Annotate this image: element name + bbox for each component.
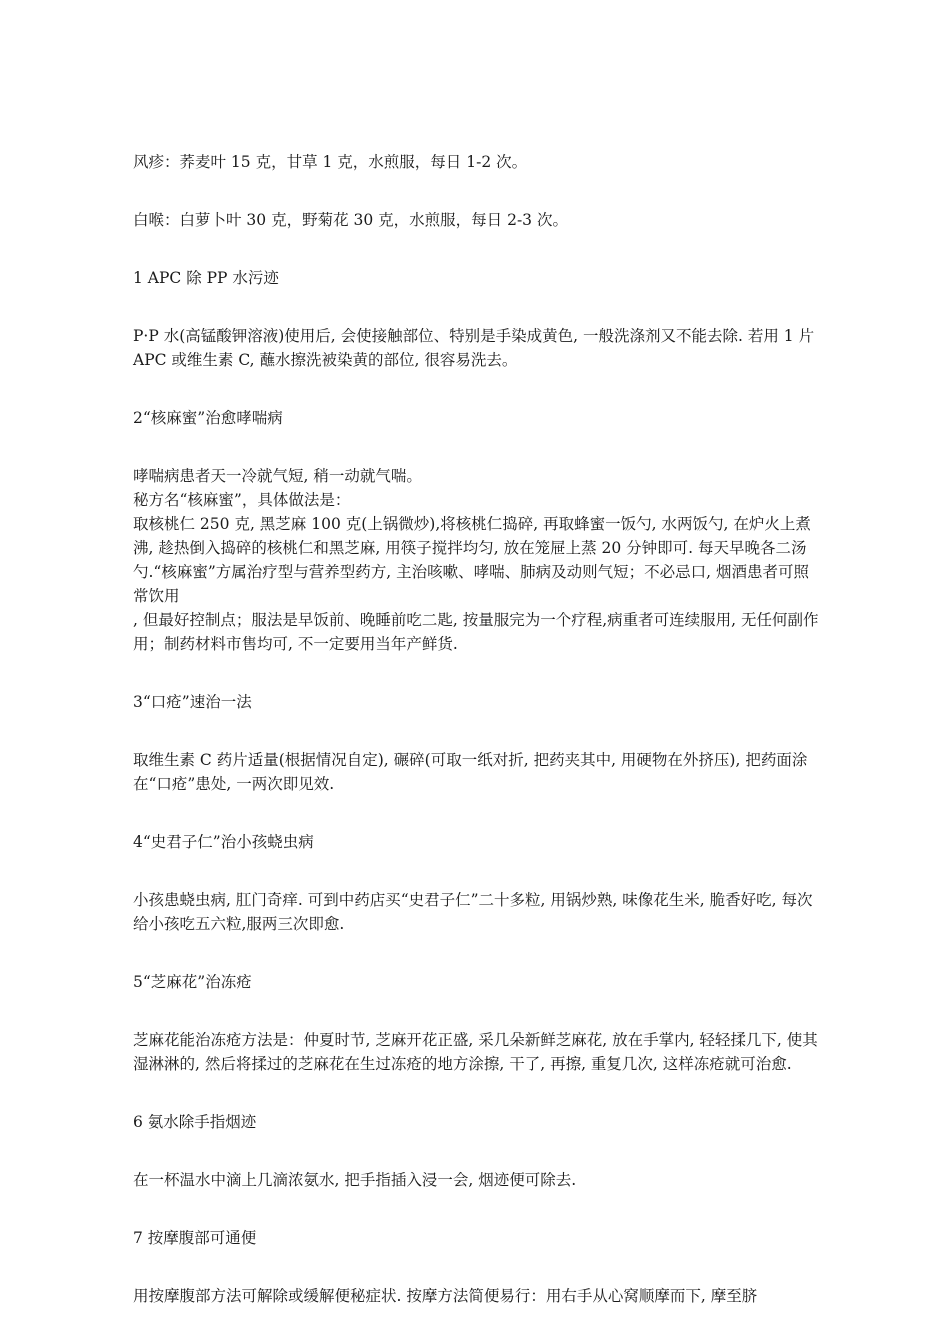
paragraph-5: 芝麻花能治冻疮方法是：仲夏时节, 芝麻开花正盛, 采几朵新鲜芝麻花, 放在手掌内, 轻轻揉几下, 使其湿淋淋的, 然后将揉过的芝麻花在生过冻疮的地方涂擦, 干了, 再擦, 重复几次, 这样冻疮就可治愈. (133, 1031, 818, 1073)
paragraph-3: 取维生素 C 药片适量(根据情况自定), 碾碎(可取一纸对折, 把药夹其中, 用硬物在外挤压), 把药面涂在“口疮”患处, 一两次即见效. (133, 751, 808, 793)
paragraph-2a: 哮喘病患者天一冷就气短, 稍一动就气喘。 (133, 467, 422, 485)
paragraph-7: 用按摩腹部方法可解除或缓解便秘症状. 按摩方法简便易行：用右手从心窝顺摩而下, 摩至脐 (133, 1287, 758, 1305)
paragraph-6: 在一杯温水中滴上几滴浓氨水, 把手指插入浸一会, 烟迹便可除去. (133, 1171, 577, 1189)
paragraph-4: 小孩患蛲虫病, 肛门奇痒. 可到中药店买“史君子仁”二十多粒, 用锅炒熟, 味像花生米, 脆香好吃, 每次给小孩吃五六粒,服两三次即愈. (133, 891, 813, 933)
paragraph-2c: 取核桃仁 250 克, 黑芝麻 100 克(上锅微炒),将核桃仁捣碎, 再取蜂蜜一饭勺, 水两饭勺, 在炉火上煮沸, 趁热倒入捣碎的核桃仁和黑芝麻, 用筷子搅拌均匀, 放在笼屉上蒸 20 分钟即可. 每天早晚各二汤勺.“核麻蜜”方属治疗型与营养型药方, 主治咳嗽、哮喘、肺病及动则气短；不必忌口, 烟酒患者可照常饮用 (133, 515, 811, 605)
heading-3: 3“口疮”速治一法 (133, 693, 252, 711)
heading-7: 7 按摩腹部可通便 (133, 1229, 257, 1247)
paragraph-baihou: 白喉：白萝卜叶 30 克，野菊花 30 克，水煎服，每日 2-3 次。 (133, 211, 568, 229)
heading-1: 1 APC 除 PP 水污迹 (133, 269, 279, 287)
paragraph-fengzhen: 风疹：荞麦叶 15 克，甘草 1 克，水煎服，每日 1-2 次。 (133, 153, 528, 171)
heading-4: 4“史君子仁”治小孩蛲虫病 (133, 833, 314, 851)
document-page (133, 0, 823, 1308)
heading-2: 2“核麻蜜”治愈哮喘病 (133, 409, 283, 427)
paragraph-2b: 秘方名“核麻蜜”，具体做法是： (133, 491, 351, 509)
heading-5: 5“芝麻花”治冻疮 (133, 973, 252, 991)
paragraph-1: P·P 水(高锰酸钾溶液)使用后, 会使接触部位、特别是手染成黄色, 一般洗涤剂又不能去除. 若用 1 片 APC 或维生素 C, 蘸水擦洗被染黄的部位, 很容易洗去。 (133, 327, 815, 369)
heading-6: 6 氨水除手指烟迹 (133, 1113, 257, 1131)
paragraph-2d: , 但最好控制点；服法是早饭前、晚睡前吃二匙, 按量服完为一个疗程,病重者可连续服用, 无任何副作用；制药材料市售均可, 不一定要用当年产鲜货. (133, 611, 819, 653)
